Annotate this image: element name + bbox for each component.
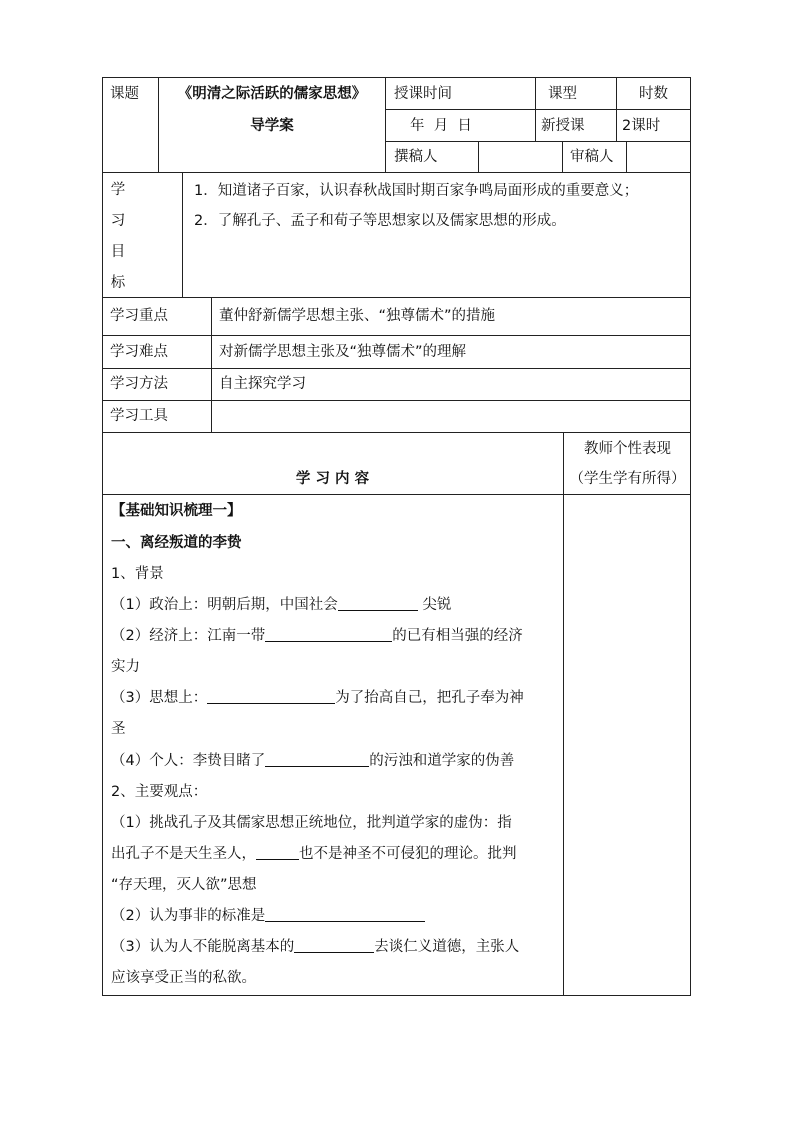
fill-in-line: [111, 907, 425, 925]
time-label: 授课时间: [394, 86, 452, 102]
line-text: （2）经济上：江南一带: [111, 628, 266, 644]
objectives-label: [108, 175, 128, 299]
lesson-subtitle: 导学案: [250, 118, 294, 134]
difficulty-label: 学习难点: [110, 344, 168, 360]
subheading-views: 2、主要观点：: [111, 784, 208, 800]
answer-blank[interactable]: [256, 845, 299, 860]
objectives-label-char: 标: [110, 275, 126, 291]
hours-label: 时数: [639, 86, 668, 102]
line-text: （3）认为人不能脱离基本的: [111, 939, 295, 955]
content-header-main: 学 习 内 容: [295, 471, 370, 487]
line-text: （1）政治上：明朝后期，中国社会: [111, 597, 338, 613]
rule-header-2: [385, 141, 691, 142]
answer-blank[interactable]: [294, 938, 374, 953]
rule-method-bottom: [102, 400, 691, 401]
method-label: 学习方法: [110, 376, 168, 392]
subheading-background: 1、背景: [111, 566, 164, 582]
rule-v-side-column: [563, 432, 564, 996]
difficulty-value: 对新儒学思想主张及“独尊儒术”的理解: [219, 344, 467, 360]
rule-v-time: [535, 77, 536, 141]
rule-tools-bottom: [102, 432, 691, 433]
rule-v-reviewer-value: [626, 141, 627, 172]
focus-label: 学习重点: [110, 308, 168, 324]
rule-v-author-value: [478, 141, 479, 172]
rule-v-rows: [211, 297, 212, 432]
line-text: 也不是神圣不可侵犯的理论。批判: [299, 846, 517, 862]
topic-heading: 一、离经叛道的李贽: [111, 535, 242, 551]
focus-value: 董仲舒新儒学思想主张、“独尊儒术”的措施: [219, 308, 496, 324]
objective-item: 2．了解孔子、孟子和荀子等思想家以及儒家思想的形成。: [194, 213, 566, 229]
objectives-label-char: 目: [110, 244, 126, 260]
rule-v-objectives: [182, 172, 183, 297]
rule-objectives-bottom: [102, 297, 691, 298]
reviewer-label: 审稿人: [570, 149, 614, 165]
rule-v-subject: [158, 77, 159, 172]
content-header-side-line1: 教师个性表现: [584, 441, 671, 457]
subject-label: 课题: [110, 86, 139, 102]
answer-blank[interactable]: [338, 596, 418, 611]
objectives-label-char: 学: [110, 182, 126, 198]
type-label: 课型: [548, 86, 577, 102]
content-header-side-line2: （学生学有所得）: [569, 471, 686, 487]
fill-in-line: [111, 689, 524, 707]
hours-value: 2课时: [622, 118, 661, 134]
rule-header-1: [385, 109, 691, 110]
answer-blank[interactable]: [265, 907, 425, 922]
line-text: （3）思想上：: [111, 690, 208, 706]
answer-blank[interactable]: [265, 627, 392, 642]
line-text: 去谈仁义道德，主张人: [374, 939, 520, 955]
line-continuation: 圣: [111, 721, 126, 737]
rule-v-title: [385, 77, 386, 172]
rule-focus-bottom: [102, 335, 691, 336]
type-value: 新授课: [541, 118, 585, 134]
line-text: 的污浊和道学家的伪善: [369, 753, 515, 769]
line-text: 的已有相当强的经济: [392, 628, 523, 644]
objectives-label-char: 习: [110, 213, 126, 229]
method-value: 自主探究学习: [219, 376, 306, 392]
rule-header-bottom: [102, 172, 691, 173]
paragraph-line: “存天理，灭人欲”思想: [111, 877, 257, 893]
lesson-title: 《明清之际活跃的儒家思想》: [177, 86, 367, 102]
fill-in-line: [111, 752, 514, 770]
rule-content-header-bottom: [102, 494, 691, 495]
answer-blank[interactable]: [265, 752, 369, 767]
rule-v-type: [616, 77, 617, 141]
paragraph-line: （1）挑战孔子及其儒家思想正统地位，批判道学家的虚伪：指: [111, 815, 512, 831]
answer-blank[interactable]: [207, 689, 335, 704]
fill-in-line: [111, 596, 451, 614]
rule-difficulty-bottom: [102, 368, 691, 369]
section-title: 【基础知识梳理一】: [111, 503, 242, 519]
line-continuation: 实力: [111, 659, 140, 675]
tools-label: 学习工具: [110, 408, 168, 424]
line-text: 为了抬高自己，把孔子奉为神: [335, 690, 524, 706]
line-text: 出孔子不是天生圣人，: [111, 846, 256, 862]
objective-item: 1．知道诸子百家，认识春秋战国时期百家争鸣局面形成的重要意义；: [194, 183, 639, 199]
date-field: 年 月 日: [410, 118, 472, 134]
rule-v-reviewer: [562, 141, 563, 172]
line-text: （4）个人：李贽目睹了: [111, 753, 266, 769]
fill-in-line: [111, 627, 523, 645]
fill-in-line: [111, 845, 517, 863]
line-text: 尖锐: [417, 597, 452, 613]
line-text: （2）认为事非的标准是: [111, 908, 266, 924]
author-label: 撰稿人: [394, 149, 438, 165]
line-continuation: 应该享受正当的私欲。: [111, 970, 256, 986]
fill-in-line: [111, 938, 519, 956]
